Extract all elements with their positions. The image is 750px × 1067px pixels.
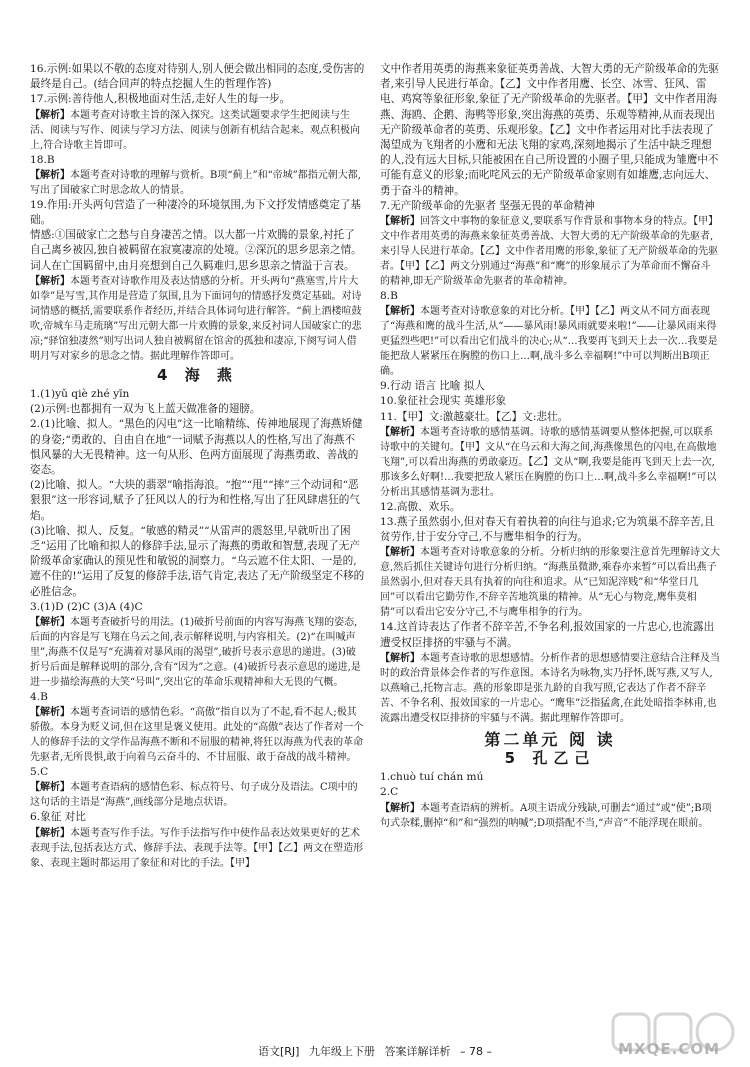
analysis-tag: 【解析】 — [30, 275, 70, 287]
analysis-text: 本题考查对诗歌意象的对比分析。【甲】【乙】两文从不同方面表现了“海燕和鹰的战斗生活,从“——暴风雨!暴风雨就要来啦!”——让暴风雨来得更猛烈些吧!”可以看出它们战斗的决心;从“…我要再飞到天上去一次…我要是能把敌人紧紧压在胸膛的伤口上…啊,战斗多么幸福啊!”中可以判断出B项正确。 — [380, 306, 718, 378]
analysis-text: 本题考查语病的感情色彩、标点符号、句子成分及语法。C项中的这句话的主语是“海燕”,画线部分是地点状语。 — [30, 782, 358, 809]
page-number: – 78 – — [459, 1045, 492, 1058]
answer-line: 7.无产阶级革命的先驱者 坚强无畏的革命精神 — [380, 199, 595, 212]
section-title: 4 海 燕 — [157, 365, 238, 384]
answer-line: 1.(1)yǔ qiè zhé yīn — [30, 388, 130, 401]
analysis-text: 本题考查对诗歌主旨的深入探究。这类试题要求学生把阅读与生活、阅读与写作、阅读与学习方法、阅读与创新有机结合起来。观点积极向上,符合诗歌主旨即可。 — [30, 109, 360, 151]
analysis-text: 本题考查写作手法。写作手法指写作中使作品表达效果更好的艺术表现手法,包括表达方式、修辞手法、表现手法等。【甲】【乙】两文在塑造形象、表现主题时都运用了象征和对比的手法。【甲】 — [30, 827, 364, 869]
analysis-paragraph — [30, 780, 365, 810]
analysis-paragraph — [380, 425, 720, 500]
answer-line: 文中作者用英勇的海燕来象征英勇善战、大智大勇的无产阶级革命的先驱者,来引导人民进行革命。【乙】文中作者用鹰、长空、冰雪、狂风、雷电、鸡窝等象征形象,象征了无产阶级革命的先驱者。【甲】文中作者用海燕、海鸥、企鹅、海鸭等形象,突出海燕的英勇、乐观等精神,从而表现出无产阶级革命者的英勇、乐观形象。【乙】文中作者运用对比手法表现了渴望成为飞翔者的小鹰和无法飞翔的家鸡,深刻地揭示了生活中缺乏理想的人,没有远大目标,只能被困在自己所设置的小圈子里,只能成为雏鹰中不可能有意义的形象;而叱咤风云的无产阶级革命家则有如雄鹰,志向远大、勇于奋斗的精神。 — [380, 63, 719, 197]
analysis-paragraph — [30, 826, 365, 871]
analysis-text: 回答文中事物的象征意义,要联系写作背景和事物本身的特点。【甲】文中作者用英勇的海燕来象征英勇善战、大智大勇的无产阶级革命的先驱者,来引导人民进行革命。【乙】文中作者用鹰的形象,象征了无产阶级革命的先驱者。【甲】【乙】两文分别通过“海燕”和“鹰”的形象展示了为革命而不懈奋斗的精神,即无产阶级革命先驱者的革命精神。 — [380, 216, 719, 288]
analysis-tag: 【解析】 — [380, 426, 420, 438]
left-column — [30, 62, 365, 871]
analysis-paragraph — [380, 545, 720, 620]
answer-line: 2.C — [380, 786, 399, 799]
watermark-url: MXQE.COM — [618, 1040, 720, 1058]
analysis-tag: 【解析】 — [380, 306, 420, 318]
answer-line: 19.作用:开头两句营造了一种凄冷的环境氛围,为下文抒发情感奠定了基础。 — [30, 198, 362, 227]
analysis-paragraph — [30, 108, 365, 153]
analysis-paragraph — [30, 274, 365, 364]
answer-line: 18.B — [30, 153, 55, 166]
answer-line: 2.(1)比喻、拟人。“黑色的闪电”这一比喻精练、传神地展现了海燕矫健的身姿;“勇敢的、自由自在地”一词赋予海燕以人的性格,写出了海燕不惧风暴的大无畏精神。这一句从形、色两方面展现了海燕勇敢、善战的姿态。 — [30, 418, 363, 477]
analysis-paragraph — [30, 615, 365, 690]
analysis-tag: 【解析】 — [30, 109, 70, 121]
analysis-tag: 【解析】 — [30, 827, 70, 839]
answer-line: 11.【甲】文:激越豪壮。【乙】文:悲壮。 — [380, 410, 569, 423]
analysis-paragraph — [380, 801, 720, 831]
analysis-text: 本题考查对诗歌意象的分析。分析归纳的形象要注意首先理解诗文大意,然后抓住关键诗句进行分析归纳。“海燕虽微渺,乘春亦来暂”可以看出燕子虽然弱小,但对春天具有执着的向往和追求。从“已知泥滓贱”和“华堂日几回”可以看出它勤劳作,不辞辛苦地筑巢的精神。从“无心与物竞,鹰隼莫相猜”可以看出它安分守己,不与鹰隼相争的行为。 — [380, 547, 720, 619]
analysis-paragraph — [30, 168, 365, 198]
answer-line: 5.C — [30, 766, 49, 779]
analysis-paragraph — [380, 214, 720, 289]
analysis-tag: 【解析】 — [30, 707, 70, 719]
analysis-tag: 【解析】 — [380, 547, 420, 559]
analysis-tag: 【解析】 — [30, 169, 70, 181]
answer-line: 10.象征社会现实 英雄形象 — [380, 395, 507, 408]
answer-line: 13.燕子虽然弱小,但对春天有着执着的向往与追求;它为筑巢不辞辛苦,且贫劳作,甘于安分守己,不与鹰隼相争的行为。 — [380, 516, 715, 544]
analysis-text: 本题考查语病的辨析。A项主语成分残缺,可删去“通过”或“使”;B项句式杂糅,删掉“和”和“强烈的呐喊”;D项搭配不当,“声音”不能浮现在眼前。 — [380, 802, 712, 829]
answer-line: 16.示例:如果以不敬的态度对待别人,别人便会做出相同的态度,受伤害的最终是自己。(结合回声的特点挖掘人生的哲理作答) — [30, 63, 365, 91]
footer-grade: 九年级上下册 — [308, 1045, 375, 1058]
analysis-paragraph — [380, 651, 720, 726]
analysis-paragraph — [30, 705, 365, 765]
analysis-paragraph — [380, 304, 720, 379]
answer-line: 8.B — [380, 290, 398, 303]
analysis-text: 本题考查对诗歌作用及表达情感的分析。开头两句“燕塞雪,片片大如拳”是写雪,其作用是营造了氛围,且为下面词句的情感抒发奠定基础。对诗词情感的概括,需要联系作者经历,并结合具体词句进行解答。“蓟上酒楼喧鼓吹,帝城车马走琉璃”写出元朝大都一片欢腾的景象,来反衬词人国破家亡的悲凉;“驿馆独凄然”则写出词人独自被羁留在馆舍的孤独和凄凉,下阕写词人借明月写对家乡的思念之情。据此理解作答即可。 — [30, 275, 362, 362]
answer-line: (3)比喻、拟人、反复。“敏感的精灵”“从雷声的震怒里,早就听出了困乏”运用了比喻和拟人的修辞手法,显示了海燕的勇敢和智慧,表现了无产阶级革命家确认的预见性和敏锐的洞察力。“乌云遮不住太阳、一是的,遮不住的!”运用了反复的修辞手法,语气肯定,表达了无产阶级坚定不移的必胜信念。 — [30, 524, 365, 598]
analysis-tag: 【解析】 — [380, 652, 420, 664]
answer-line: 3.(1)D (2)C (3)A (4)C — [30, 600, 143, 613]
right-column — [380, 62, 720, 831]
answer-line: (2)示例:也都拥有一双为飞上蓝天做准备的翅膀。 — [30, 403, 261, 416]
answer-line: 1.chuò tuí chán mú — [380, 771, 484, 784]
analysis-tag: 【解析】 — [380, 216, 420, 228]
analysis-text: 本题考查诗歌的感情基调。诗歌的感情基调要从整体把握,可以联系诗歌中的关键句。【甲】文从“在乌云和大海之间,海燕像黑色的闪电,在高傲地飞翔”,可以看出海燕的勇敢豪迈。【乙】文从“啊,我要是能再飞到天上去一次,那该多么好啊!…我要把敌人紧压在胸膛的伤口上…啊,战斗多么幸福啊!”可以分析出其感情基调为悲壮。 — [380, 426, 717, 498]
answer-line: 12.高傲、欢乐。 — [380, 500, 461, 513]
analysis-tag: 【解析】 — [380, 802, 420, 814]
answer-line: (2)比喻、拟人。“大块的翡翠”喻指海浪。“抱”“甩”“摔”三个动词和“恶狠狠”这一形容词,赋予了狂风以人的行为和性格,写出了狂风肆虐狂的气焰。 — [30, 479, 360, 522]
analysis-text: 本题考查对诗歌的理解与赏析。B项“蓟上”和“帝城”都指元朝大都,写出了国破家亡时思念故人的情景。 — [30, 169, 361, 196]
footer-book: 答案详解详析 — [384, 1045, 451, 1058]
analysis-tag: 【解析】 — [30, 617, 70, 629]
section-title: 5 孔乙己 — [504, 749, 596, 768]
analysis-text: 本题考查诗歌的思想感情。分析作者的思想感情要注意结合注释及当时的政治背景体会作者的写作意图。本诗名为咏物,实乃抒怀,既写燕,又写人,以燕喻己,托物言志。燕的形象即是张九龄的自我写照,它表达了作者不辞辛苦、不争名利、报效国家的一片忠心。“鹰隼”泛指猛禽,在此处暗指李林甫,也流露出遭受权臣排挤的牢骚与不满。据此理解作答即可。 — [380, 652, 720, 724]
answer-line: 14.这首诗表达了作者不辞辛苦,不争名利,报效国家的一片忠心,也流露出遭受权臣排挤的牢骚与不满。 — [380, 621, 715, 649]
analysis-text: 本题考查破折号的用法。(1)破折号前面的内容写海燕飞翔的姿态,后面的内容是写飞翔在乌云之间,表示解释说明,与内容相关。(2)“在叫喊声里”,海燕不仅是写“充满着对暴风雨的渴望”,破折号表示意思的递进。(3)破折号后面是解释说明的部分,含有“因为”之意。(4)破折号表示意思的递进,是进一步描绘海燕的大笑“号叫”,突出它的革命乐观精神和大无畏的气概。 — [30, 617, 361, 689]
answer-line: 6.象征 对比 — [30, 811, 86, 824]
unit-title: 第二单元 阅 读 — [484, 729, 616, 749]
analysis-tag: 【解析】 — [30, 782, 70, 794]
footer-subject: 语文[RJ] — [258, 1045, 300, 1058]
analysis-text: 本题考查词语的感情色彩。“高傲”指自以为了不起,看不起人;极其骄傲。本身为贬义词,但在这里是褒义使用。此处的“高傲”表达了作者对一个人的修辞手法的文学作品海燕不断和不屈服的精神,将狂以海燕为代表的革命先驱者,无所畏惧,敢于向着乌云奋斗的、不甘屈服、敢于奋战的战斗精神。 — [30, 707, 364, 764]
answer-line: 情感:①国破家亡之愁与自身凄苦之情。以大都一片欢腾的景象,衬托了自己离乡被囚,独自被羁留在寂寞凄凉的处境。②深沉的思乡思亲之情。词人在亡国羁留中,由月亮想到自己久羁难归,思乡思亲之情溢于言表。 — [30, 229, 362, 272]
answer-line: 9.行动 语言 比喻 拟人 — [380, 380, 485, 393]
answer-line: 17.示例:善待他人,积极地面对生活,走好人生的每一步。 — [30, 93, 291, 106]
answer-line: 4.B — [30, 691, 48, 704]
